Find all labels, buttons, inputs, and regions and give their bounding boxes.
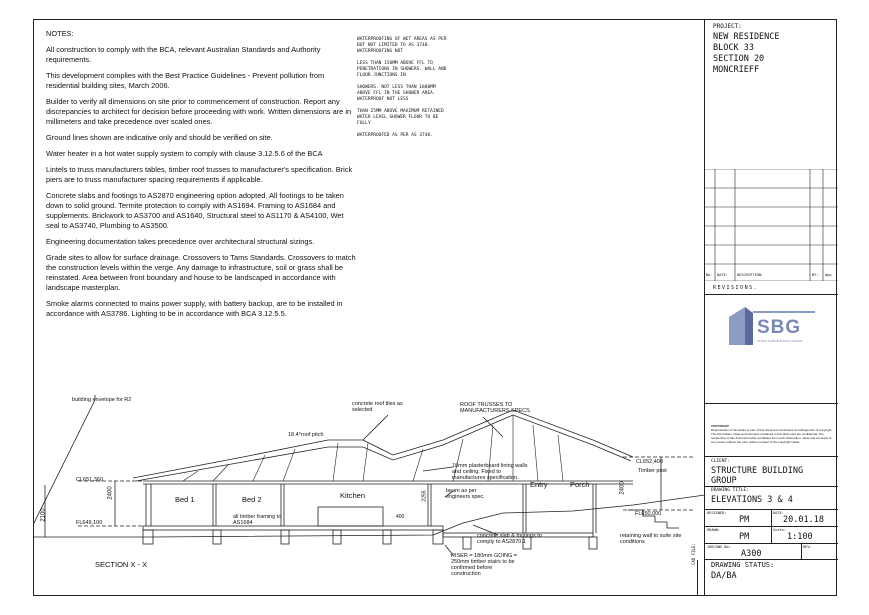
revisions-label: REVISIONS. — [713, 285, 759, 291]
drawing-title: ELEVATIONS 3 & 4 — [711, 495, 793, 505]
dim-2100: 2100 — [40, 508, 47, 522]
ground-line — [33, 495, 705, 537]
note-item: Ground lines shown are indicative only and should be verified on site. — [46, 133, 273, 142]
room-label: Entry — [530, 480, 548, 489]
note-item: Water heater in a hot water supply system to comply with clause 3.12.5.6 of the BCA — [46, 149, 323, 158]
drawn-label: DRAWN: — [707, 528, 720, 532]
plasterboard-label: 10mm plasterboard lining walls and ceiling. Fixed to manufactures specification. — [452, 463, 528, 481]
status-label: DRAWING STATUS: — [711, 561, 775, 569]
project-line: MONCRIEFF — [713, 65, 760, 75]
waterproofing-line: LESS THAN 150MM ABOVE FFL TO PENETRATIONS IN SHOWERS. WALL AND FLOOR JUNCTIONS IN — [357, 61, 447, 78]
room-label: Bed 2 — [242, 495, 262, 504]
scale-label: Scale: — [773, 528, 786, 532]
client-label: CLIENT: — [711, 459, 730, 464]
copyright-block — [711, 424, 833, 444]
fl-right-label: FL650,000 — [635, 511, 662, 517]
revision-grid — [705, 169, 838, 281]
room-label: Kitchen — [340, 491, 366, 500]
date-label: DATE: — [773, 511, 784, 515]
divider — [705, 486, 838, 487]
riser-label: RISER = 180mm GOING = 250mm timber stairs to be confirmed before construction — [451, 553, 518, 577]
copyright-heading: COPYRIGHT: — [711, 424, 730, 428]
designed-row — [705, 509, 838, 526]
logo-subtext: STRUCTURE BUILDING GROUP — [757, 339, 803, 343]
designed-value: PM — [739, 515, 750, 525]
room-label: Porch — [570, 480, 590, 489]
fl-left-label: FL649,100 — [76, 520, 103, 526]
note-item: Smoke alarms connected to mains power supply, with battery backup, are to be installed in accordance with AS3786. Lighting to be in accordance with BCA 3.12.5.5. — [46, 299, 343, 318]
client-line: STRUCTURE BUILDING — [711, 466, 804, 476]
job-row — [705, 543, 838, 559]
job-value: A300 — [741, 549, 762, 559]
drawing-title-label: DRAWING TITLE: — [711, 488, 749, 493]
project-label: PROJECT: — [713, 23, 742, 30]
divider — [705, 456, 838, 457]
dim-2400-right: 2400 — [619, 481, 626, 495]
dim-400: 400 — [396, 514, 405, 520]
roof-pitch-label: 18.4°roof pitch — [288, 432, 324, 438]
project-line: BLOCK 33 — [713, 43, 754, 53]
waterproofing-notes — [357, 37, 447, 145]
status-value: DA/BA — [711, 571, 737, 581]
dim-2255: 2255 — [421, 490, 428, 502]
note-item: This development complies with the Best Practice Guidelines - Prevent pollution from residential building sites, March 2006. — [46, 71, 325, 90]
note-item: Concrete slabs and footings to AS2870 engineering option adopted. All footings to be taken down to solid ground. Termite protection to comply with AS1694. Framing to AS1684 and supplements. Brickwork to AS3700 and AS1640, Structural steel to AS1170 & AS4100, Wet seal to AS3740, Plumbing to AS3500. — [46, 191, 344, 230]
note-item: All construction to comply with the BCA, relevant Australian Standards and Authority requirements. — [46, 45, 321, 64]
room-label: Bed 1 — [175, 495, 195, 504]
project-lines — [713, 32, 780, 76]
title-block — [704, 19, 837, 596]
timber-post-label: Timber post — [638, 468, 667, 474]
rev-header-app: App — [825, 273, 832, 277]
roof-underside — [136, 415, 631, 481]
roof-tiles-label: concrete roof tiles as selected — [352, 401, 403, 413]
scale-value: 1:100 — [787, 532, 813, 542]
rev-header-by: BY: — [812, 273, 819, 277]
project-line: NEW RESIDENCE — [713, 32, 780, 42]
job-label: JOB/DWG No: — [707, 545, 731, 549]
floor-slab — [143, 526, 443, 530]
waterproofing-line: SHOWERS. NOT LESS THAN 1800MM ABOVE FFL IN THE SHOWER AREA. WATERPROOF NOT LESS — [357, 85, 436, 102]
client-name — [711, 466, 803, 486]
rev-header-date: DATE: — [717, 273, 728, 277]
logo-text: SBG — [757, 317, 802, 338]
divider — [705, 559, 838, 560]
company-logo — [729, 299, 819, 349]
rev-label: REV: — [803, 545, 812, 549]
copyright-text: Reproduction of the whole or part of this document constitutes an infringement of copyright. The information, ideas and concepts contained in this document are confidential. The recipient(s) of this document is/are prohibited from such information, ideas and concepts to any person without the prior written consent of the copyright holder. — [711, 428, 833, 444]
section-title: SECTION X - X — [95, 560, 148, 569]
retaining-wall-label: retaining wall to suite site conditions — [620, 533, 682, 545]
cad-divider — [697, 560, 698, 596]
divider — [705, 403, 838, 404]
notes-block — [46, 29, 356, 325]
envelope-line — [33, 400, 95, 525]
note-item: Lintels to truss manufacturers tables, timber roof trusses to manufacturer's specification. Brick piers are to truss manufacturer spacing requirements if applicable. — [46, 165, 353, 184]
rev-header-no: No. — [706, 273, 713, 277]
cl-left-label: CL651,360 — [76, 477, 103, 483]
note-item: Grade sites to allow for surface drainage. Crossovers to Tams Standards. Crossovers to match the construction levels within the verge. Any damage to infrastructure, soil or grass shall be reinstated. Area between front boundary and house to be landscaped in accordance with landscape masterplan. — [46, 253, 356, 292]
divider — [705, 294, 838, 295]
waterproofing-line: WATERPROOFED AS PER AS 3740. — [357, 133, 433, 138]
drawn-row — [705, 526, 838, 543]
dim-2400-left: 2400 — [107, 486, 114, 500]
notes-heading: NOTES: — [46, 29, 74, 38]
timber-framing-label: all timber framing to AS1684 — [233, 514, 282, 526]
cl-right-label: CL652,400 — [636, 459, 663, 465]
note-item: Engineering documentation takes precedence over architectural structural sizings. — [46, 237, 315, 246]
concrete-slab-label: concrete slab & footings to comply to AS2870.1 — [477, 533, 542, 545]
beam-label: beam as per engineers spec. — [446, 488, 485, 500]
roof-trusses-label: ROOF TRUSSES TO MANUFACTURERS SPECS. — [460, 402, 532, 414]
note-item: Builder to verify all dimensions on site prior to commencement of construction. Report any discrepancies to architect for decision before proceeding with work. Written dimensions are in millimeters and take precedence over scaled ones. — [46, 97, 352, 126]
kitchen-bench — [318, 507, 383, 526]
envelope-label: building envelope for R2 — [72, 397, 132, 403]
project-line: SECTION 20 — [713, 54, 765, 64]
waterproofing-line: THAN 25MM ABOVE MAXIMUM RETAINED WATER LEVEL SHOWER FLOOR TO BE FULLY — [357, 109, 444, 126]
cad-file-label: CAD FILE: — [691, 543, 696, 565]
client-line: GROUP — [711, 476, 737, 486]
rev-header-desc: DESCRIPTION: — [737, 273, 763, 277]
drawn-value: PM — [739, 532, 750, 542]
date-value: 20.01.18 — [783, 515, 824, 525]
designed-label: DESIGNED: — [707, 511, 727, 515]
waterproofing-line: WATERPROOFING OF WET AREAS AS PER BUT NOT LIMITED TO AS 3740. WATERPROOFING NOT — [357, 37, 447, 54]
